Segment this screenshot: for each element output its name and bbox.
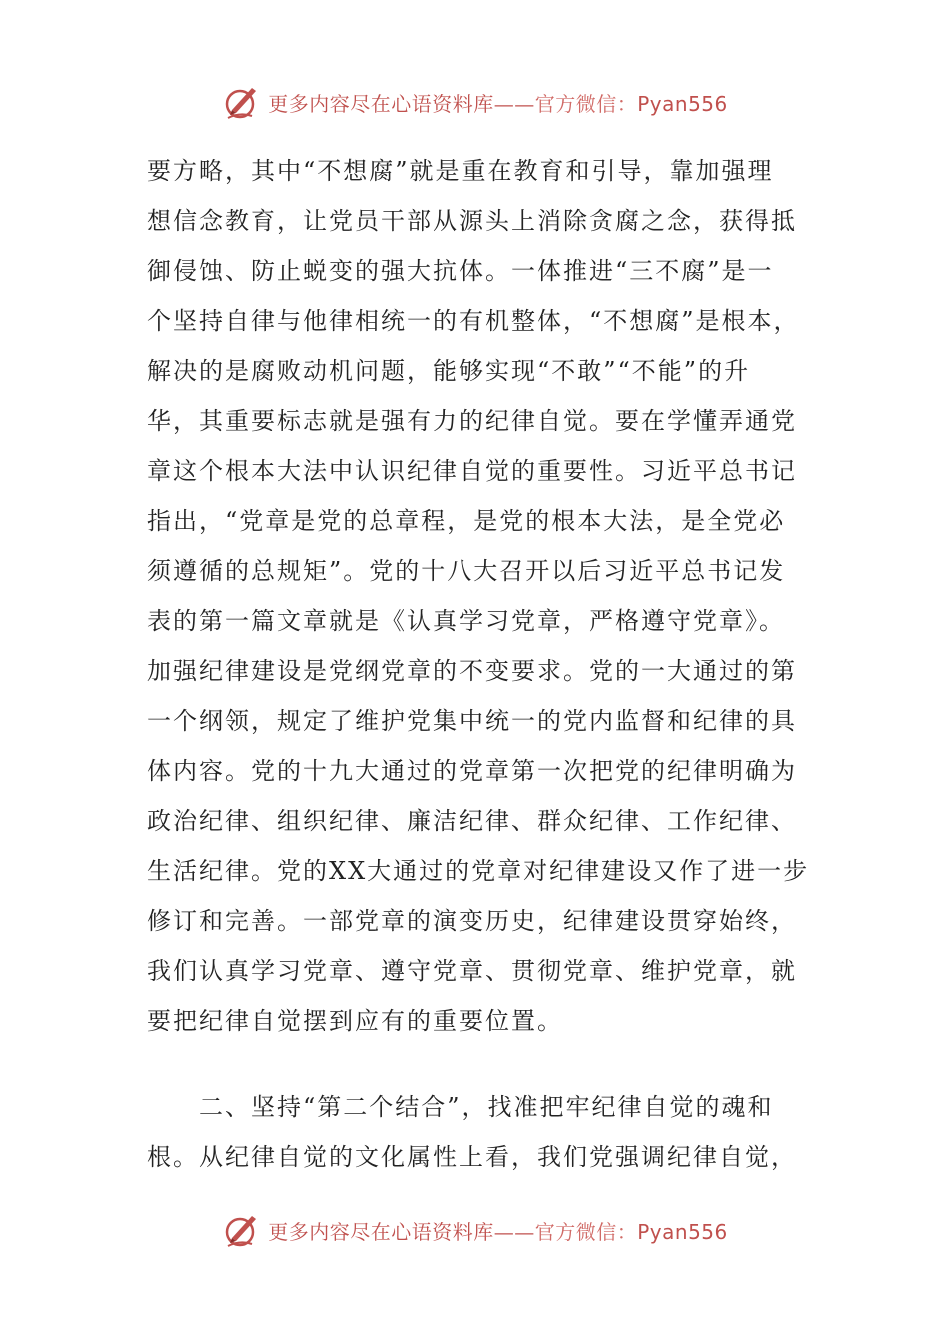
text-line: 要把纪律自觉摆到应有的重要位置。 <box>147 1007 563 1035</box>
text-line: 根。从纪律自觉的文化属性上看，我们党强调纪律自觉， <box>147 1143 797 1171</box>
text-line: 加强纪律建设是党纲党章的不变要求。党的一大通过的第 <box>147 657 797 685</box>
text-line: 表的第一篇文章就是《认真学习党章，严格遵守党章》。 <box>147 607 785 635</box>
header-label: 官方微信： <box>534 91 638 116</box>
text-line: 我们认真学习党章、遵守党章、贯彻党章、维护党章，就 <box>147 957 797 985</box>
text-line: 须遵循的总规矩”。党的十八大召开以后习近平总书记发 <box>147 557 786 585</box>
text-line: 个坚持自律与他律相统一的有机整体，“不想腐”是根本， <box>147 307 800 335</box>
text-line: 华，其重要标志就是强有力的纪律自觉。要在学懂弄通党 <box>147 407 797 435</box>
text-line: 想信念教育，让党员干部从源头上消除贪腐之念，获得抵 <box>147 207 797 235</box>
text-line: 解决的是腐败动机问题，能够实现“不敢”“不能”的升 <box>147 357 751 385</box>
text-line: 修订和完善。一部党章的演变历史，纪律建设贯穿始终， <box>147 907 797 935</box>
text-line: 章这个根本大法中认识纪律自觉的重要性。习近平总书记 <box>147 457 797 485</box>
text-line: 体内容。党的十九大通过的党章第一次把党的纪律明确为 <box>147 757 797 785</box>
header-dash: —— <box>493 91 535 116</box>
document-body <box>147 146 810 1182</box>
text-line: 二、坚持“第二个结合”，找准把牢纪律自觉的魂和 <box>147 1093 774 1121</box>
footer-site-text: 更多内容尽在心语资料库 <box>268 1219 494 1244</box>
pen-logo-icon <box>222 82 262 122</box>
paragraph-gap <box>147 1046 807 1082</box>
paragraph-2 <box>147 1082 807 1182</box>
header-banner <box>0 80 950 124</box>
text-line: 要方略，其中“不想腐”就是重在教育和引导，靠加强理 <box>147 157 774 185</box>
text-line: 御侵蚀、防止蜕变的强大抗体。一体推进“三不腐”是一 <box>147 257 774 285</box>
text-line: 政治纪律、组织纪律、廉洁纪律、群众纪律、工作纪律、 <box>147 807 797 835</box>
header-site-text: 更多内容尽在心语资料库 <box>268 91 494 116</box>
text-line: 生活纪律。党的XX大通过的党章对纪律建设又作了进一步 <box>147 857 810 885</box>
footer-text <box>268 1216 728 1245</box>
paragraph-1 <box>147 146 810 1046</box>
pen-logo-icon <box>222 1210 262 1250</box>
footer-label: 官方微信： <box>534 1219 638 1244</box>
footer-banner <box>0 1208 950 1252</box>
footer-dash: —— <box>493 1219 535 1244</box>
header-text <box>268 88 728 117</box>
text-line: 指出，“党章是党的总章程，是党的根本大法，是全党必 <box>147 507 786 535</box>
text-line: 一个纲领，规定了维护党集中统一的党内监督和纪律的具 <box>147 707 797 735</box>
footer-wechat-id: Pyan556 <box>637 1219 728 1244</box>
header-wechat-id: Pyan556 <box>637 91 728 116</box>
